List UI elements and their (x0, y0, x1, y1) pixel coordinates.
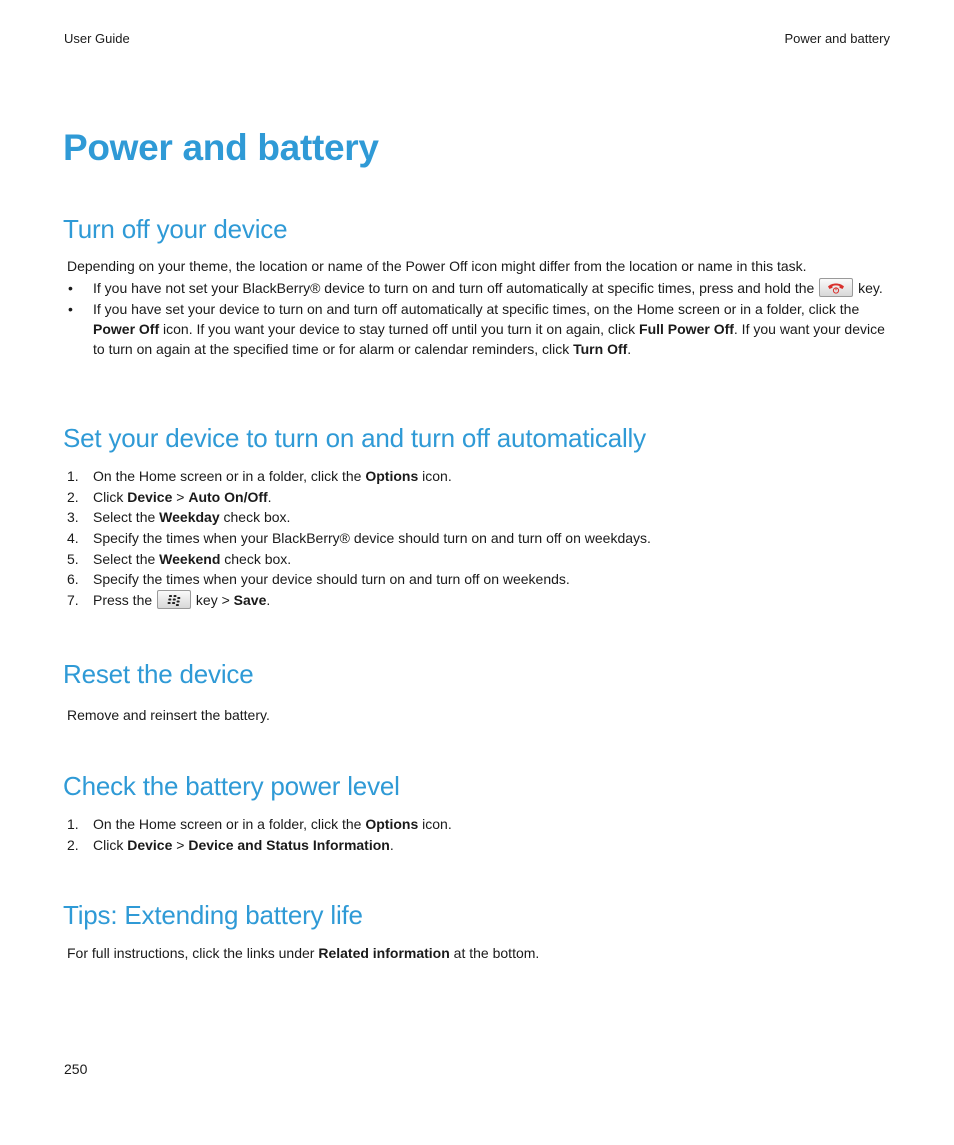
turn-off-bullets (67, 278, 897, 359)
end-call-power-key-icon (819, 278, 853, 297)
heading-auto-on-off: Set your device to turn on and turn off automatically (63, 423, 646, 453)
check-step-1: 1. On the Home screen or in a folder, click the Options icon. (67, 816, 452, 832)
turn-off-bullet-1: • If you have not set your BlackBerry® device to turn on and turn off automatically at specific times, press and hold the key. (67, 278, 897, 298)
check-battery-steps (67, 814, 897, 855)
heading-tips-battery-life: Tips: Extending battery life (63, 900, 363, 930)
tips-text: For full instructions, click the links under Related information at the bottom. (67, 945, 540, 961)
heading-turn-off-device: Turn off your device (63, 214, 288, 244)
auto-step-6: 6. Specify the times when your device should turn on and turn off on weekends. (67, 571, 570, 588)
auto-step-1: 1. On the Home screen or in a folder, click the Options icon. (67, 468, 452, 484)
heading-reset-device: Reset the device (63, 659, 254, 689)
auto-on-off-steps (67, 466, 897, 611)
blackberry-menu-key-icon (157, 590, 191, 609)
auto-step-2: 2. Click Device > Auto On/Off. (67, 488, 272, 505)
auto-step-4: 4. Specify the times when your BlackBerry® device should turn on and turn off on weekdays. (67, 530, 651, 547)
auto-step-3: 3. Select the Weekday check box. (67, 509, 291, 526)
auto-step-7: 7. Press the key > Save. (67, 592, 271, 609)
running-header-right: Power and battery (784, 31, 890, 46)
turn-off-bullet-2: • If you have set your device to turn on and turn off automatically at specific times, on the Home screen or in a folder, click the Power Off icon. If you want your device to stay turned off until you turn it on again, click Full Power Off. If you want your device to turn on again at the specified time or for alarm or calendar reminders, click Turn Off. (67, 299, 897, 359)
turn-off-intro: Depending on your theme, the location or name of the Power Off icon might differ from the location or name in this task. (67, 258, 807, 274)
running-header-left: User Guide (64, 31, 130, 46)
reset-text: Remove and reinsert the battery. (67, 707, 270, 723)
page-title: Power and battery (63, 127, 379, 168)
check-step-2: 2. Click Device > Device and Status Information. (67, 836, 394, 853)
heading-check-battery: Check the battery power level (63, 771, 400, 801)
auto-step-5: 5. Select the Weekend check box. (67, 550, 292, 567)
page-number: 250 (64, 1061, 88, 1077)
